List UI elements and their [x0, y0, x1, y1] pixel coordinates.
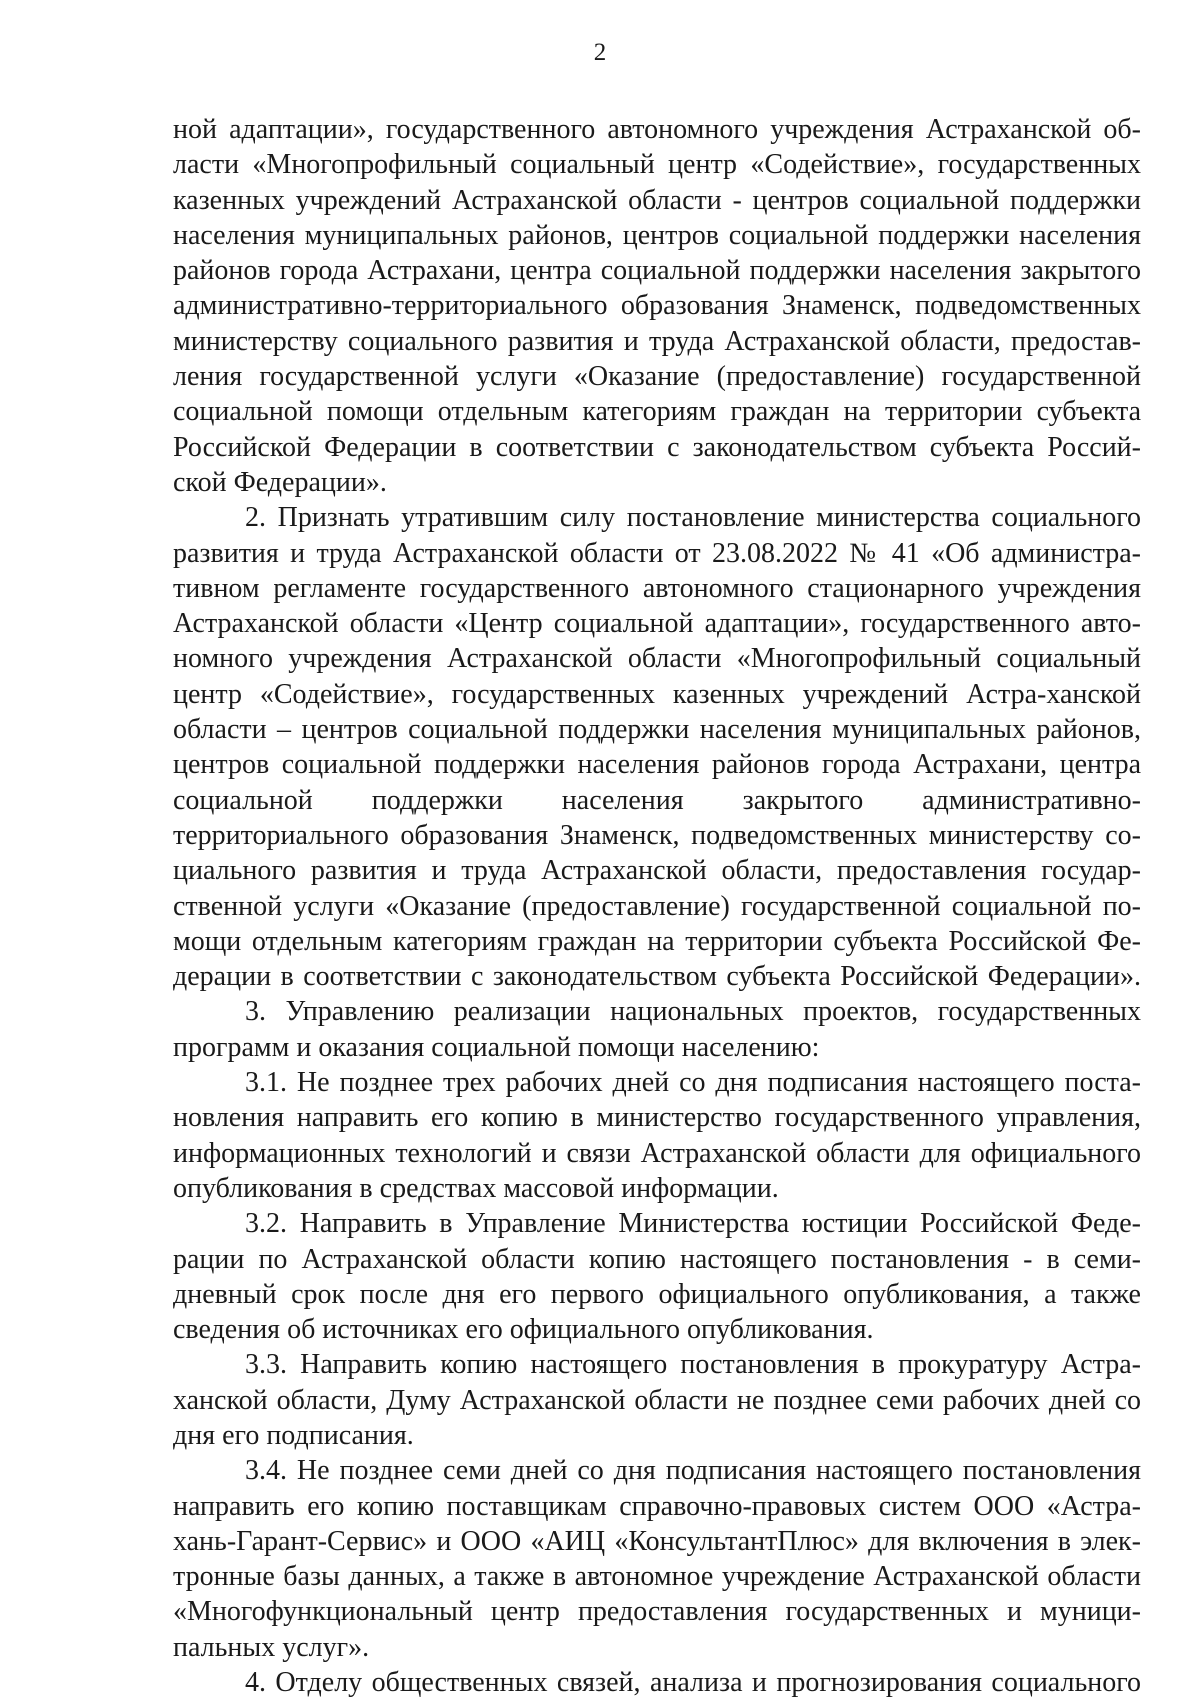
text-line: ной адаптации», государственного автономного учреждения Астраханской об- [173, 114, 1141, 145]
paragraph-first-line: 3.1. Не позднее трех рабочих дней со дня подписания настоящего поста- [245, 1067, 1141, 1099]
document-body [173, 112, 1141, 1700]
text-line: новления направить его копию в министерство государственного управления, [173, 1102, 1141, 1134]
text-line: области – центров социальной поддержки населения муниципальных районов, [173, 714, 1141, 746]
text-line: тронные базы данных, а также в автономное учреждение Астраханской области [173, 1561, 1141, 1593]
text-line: населения муниципальных районов, центров социальной поддержки населения [173, 219, 1141, 251]
text-line: мощи отдельным категориям граждан на территории субъекта Российской Фе- [173, 925, 1141, 957]
paragraph-first-line: 3. Управлению реализации национальных проектов, государственных [245, 996, 1141, 1028]
text-line: социальной помощи отдельным категориям граждан на территории субъекта [173, 396, 1141, 428]
text-line: ханской области, Думу Астраханской области не позднее семи рабочих дней со [173, 1384, 1141, 1416]
text-line: пальных услуг». [173, 1631, 370, 1663]
text-line: циального развития и труда Астраханской области, предоставления государ- [173, 855, 1141, 887]
text-line: ской Федерации». [173, 466, 387, 498]
text-line: тивном регламенте государственного автономного стационарного учреждения [173, 572, 1141, 604]
text-line: Российской Федерации в соответствии с законодательством субъекта Россий- [173, 431, 1141, 463]
text-line: Астраханской области «Центр социальной адаптации», государственного авто- [173, 608, 1141, 640]
text-line: социальной поддержки населения закрытого административно- [173, 784, 1141, 816]
text-line: ственной услуги «Оказание (предоставление) государственной социальной по- [173, 890, 1141, 922]
text-line: казенных учреждений Астраханской области - центров социальной поддержки [173, 184, 1141, 216]
text-line: дневный срок после дня его первого официального опубликования, а также [173, 1278, 1141, 1310]
text-line: «Многофункциональный центр предоставления государственных и муници- [173, 1596, 1141, 1628]
text-line: программ и оказания социальной помощи населению: [173, 1031, 820, 1063]
text-line: центр «Содействие», государственных казенных учреждений Астра-ханской [173, 678, 1141, 710]
text-line: номного учреждения Астраханской области «Многопрофильный социальный [173, 643, 1141, 675]
paragraph-first-line: 2. Признать утратившим силу постановление министерства социального [245, 502, 1141, 534]
text-line: хань-Гарант-Сервис» и ООО «АИЦ «КонсультантПлюс» для включения в элек- [173, 1525, 1141, 1557]
text-line: дня его подписания. [173, 1419, 414, 1451]
text-line: направить его копию поставщикам справочно-правовых систем ООО «Астра- [173, 1490, 1141, 1522]
text-line: информационных технологий и связи Астраханской области для официального [173, 1137, 1141, 1169]
text-line: рации по Астраханской области копию настоящего постановления - в семи- [173, 1243, 1141, 1275]
paragraph-first-line: 3.4. Не позднее семи дней со дня подписания настоящего постановления [245, 1455, 1141, 1487]
text-line: ления государственной услуги «Оказание (предоставление) государственной [173, 361, 1141, 393]
text-line: районов города Астрахани, центра социальной поддержки населения закрытого [173, 255, 1141, 287]
text-line: опубликования в средствах массовой информации. [173, 1172, 779, 1204]
text-line: территориального образования Знаменск, подведомственных министерству со- [173, 819, 1141, 851]
text-line: административно-территориального образования Знаменск, подведомственных [173, 290, 1141, 322]
paragraph-first-line: 3.2. Направить в Управление Министерства юстиции Российской Феде- [245, 1208, 1141, 1240]
text-line: развития и труда Астраханской области от 23.08.2022 № 41 «Об администра- [173, 537, 1141, 569]
paragraph-first-line: 4. Отделу общественных связей, анализа и прогнозирования социального [245, 1667, 1141, 1699]
page-number: 2 [593, 39, 607, 66]
text-line: ласти «Многопрофильный социальный центр «Содействие», государственных [173, 149, 1141, 181]
paragraph-first-line: 3.3. Направить копию настоящего постановления в прокуратуру Астра- [245, 1349, 1141, 1381]
text-line: центров социальной поддержки населения районов города Астрахани, центра [173, 749, 1141, 781]
text-line: сведения об источниках его официального опубликования. [173, 1314, 874, 1346]
text-line: министерству социального развития и труда Астраханской области, предостав- [173, 325, 1141, 357]
text-line: дерации в соответствии с законодательством субъекта Российской Федерации». [173, 961, 1141, 993]
